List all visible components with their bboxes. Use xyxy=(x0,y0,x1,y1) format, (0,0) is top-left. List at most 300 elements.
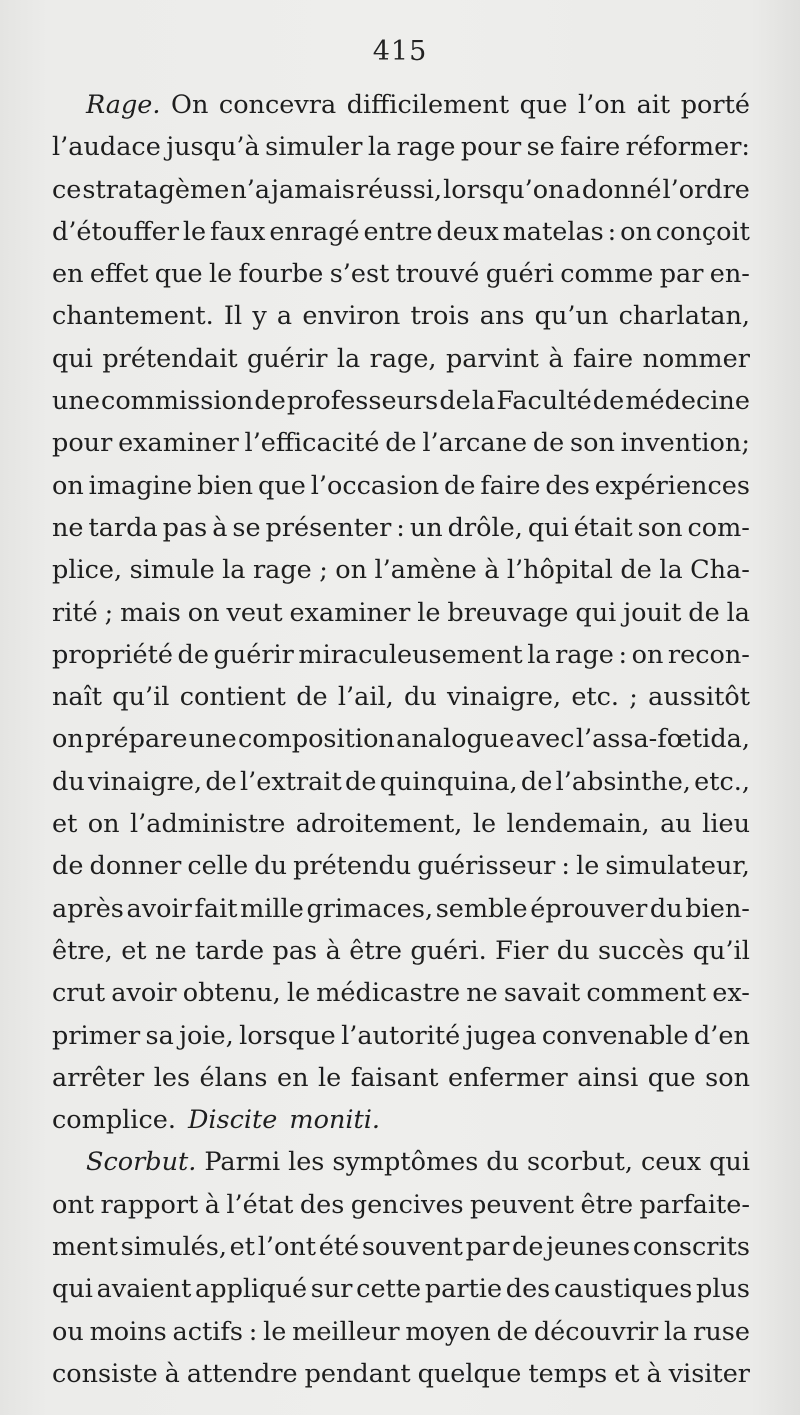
text-line xyxy=(52,1268,750,1310)
word: simule xyxy=(129,555,215,586)
word: avec xyxy=(515,724,575,755)
word: de xyxy=(592,386,625,417)
word: Discite xyxy=(187,1105,278,1136)
word: du xyxy=(556,935,590,966)
text-line xyxy=(52,845,750,887)
word: examiner xyxy=(118,428,239,459)
word: on xyxy=(620,216,652,247)
word: de xyxy=(177,639,209,670)
word: breuvage xyxy=(447,597,569,628)
text-line xyxy=(52,1141,750,1183)
word: des xyxy=(299,1189,345,1220)
word: le xyxy=(263,1316,287,1347)
word: l’état xyxy=(226,1189,294,1220)
word: a xyxy=(276,301,293,332)
word: ont xyxy=(52,1189,95,1220)
word: qui xyxy=(575,597,617,628)
word: comme xyxy=(560,259,654,290)
word: adroitement, xyxy=(295,809,463,840)
word: bien xyxy=(197,470,254,501)
word: de xyxy=(512,1232,544,1263)
word: stratagème xyxy=(82,174,230,205)
word: ex- xyxy=(712,978,750,1009)
word: : xyxy=(618,639,628,670)
word: donner xyxy=(89,851,182,882)
word: l’ont xyxy=(257,1232,316,1263)
word: l’amène xyxy=(374,555,477,586)
word: ainsi xyxy=(577,1062,639,1093)
word: attendre xyxy=(186,1358,298,1389)
word: etc., xyxy=(694,766,750,797)
word: effet xyxy=(89,259,149,290)
word: plus xyxy=(696,1274,750,1305)
word: à xyxy=(164,1358,180,1389)
word: présenter xyxy=(265,512,392,543)
text-line xyxy=(52,1184,750,1226)
word: plice, xyxy=(52,555,123,586)
word: éprouver xyxy=(530,893,648,924)
word: on xyxy=(52,724,84,755)
text-line xyxy=(52,211,750,253)
word: cette xyxy=(356,1274,422,1305)
word: enfermer xyxy=(448,1062,568,1093)
word: se xyxy=(526,132,555,163)
word: lieu xyxy=(702,809,750,840)
word: lendemain, xyxy=(506,809,650,840)
word: une xyxy=(188,724,237,755)
word: sur xyxy=(310,1274,353,1305)
word: lorsque xyxy=(239,1020,336,1051)
word: en xyxy=(52,259,84,290)
word: la xyxy=(336,343,361,374)
word: guéri. xyxy=(410,935,487,966)
word: vinaigre, xyxy=(88,766,203,797)
word: l’assa-fœtida, xyxy=(575,724,750,755)
word: faux xyxy=(209,216,266,247)
text-line xyxy=(52,84,750,126)
word: qui xyxy=(709,1147,750,1178)
word: lorsqu’on xyxy=(443,174,565,205)
page-number: 415 xyxy=(372,36,428,67)
word: environ xyxy=(302,301,401,332)
word: un xyxy=(409,512,443,543)
word: miraculeusement xyxy=(298,639,523,670)
word: appliqué xyxy=(195,1274,308,1305)
word: entre xyxy=(363,216,433,247)
word: le xyxy=(576,851,600,882)
word: a xyxy=(565,174,581,205)
word: être xyxy=(349,935,402,966)
word: moyen xyxy=(405,1316,491,1347)
word: moniti. xyxy=(289,1105,381,1136)
word: de xyxy=(620,555,652,586)
word: ceux xyxy=(640,1147,702,1178)
word: l’absinthe, xyxy=(555,766,691,797)
word: de xyxy=(205,766,237,797)
word: la xyxy=(664,1316,688,1347)
word: tarde xyxy=(195,935,265,966)
word: le xyxy=(182,216,207,247)
word: à xyxy=(212,512,228,543)
word: on xyxy=(187,597,220,628)
word: veut xyxy=(226,597,283,628)
word: Parmi xyxy=(204,1147,281,1178)
word: mais xyxy=(120,597,181,628)
word: parvint xyxy=(445,343,539,374)
word: de xyxy=(52,851,84,882)
word: savait xyxy=(503,978,581,1009)
word: qui xyxy=(52,343,93,374)
word: l’ail, xyxy=(337,682,394,713)
word: été xyxy=(318,1232,360,1263)
text-line xyxy=(52,338,750,380)
word: jusqu’à xyxy=(166,132,260,163)
word: qui xyxy=(527,512,569,543)
text-line xyxy=(52,253,750,295)
text-line xyxy=(52,1015,750,1057)
word: rage xyxy=(396,132,456,163)
word: être xyxy=(580,1189,634,1220)
text-line xyxy=(52,972,750,1014)
word: Cha- xyxy=(690,555,750,586)
word: donné xyxy=(581,174,662,205)
word: primer xyxy=(52,1020,141,1051)
text-line xyxy=(52,1057,750,1099)
word: celle xyxy=(187,851,249,882)
word: deux xyxy=(436,216,499,247)
word: : xyxy=(248,1316,258,1347)
word: simuler xyxy=(265,132,363,163)
word: que xyxy=(154,259,203,290)
word: meilleur xyxy=(292,1316,400,1347)
word: le xyxy=(208,259,233,290)
word: ans xyxy=(479,301,525,332)
word: imagine xyxy=(88,470,193,501)
text-line xyxy=(52,676,750,718)
word: la xyxy=(659,555,683,586)
word: une xyxy=(52,386,100,417)
word: caustiques xyxy=(553,1274,693,1305)
word: après xyxy=(52,893,124,924)
word: grimaces, xyxy=(306,893,434,924)
word: drôle, xyxy=(447,512,523,543)
word: pour xyxy=(52,428,113,459)
word: prépare xyxy=(85,724,188,755)
text-line xyxy=(52,507,750,549)
word: ou xyxy=(52,1316,84,1347)
word: analogue xyxy=(396,724,515,755)
word: et xyxy=(229,1232,255,1263)
text-line xyxy=(52,1099,750,1141)
word: à xyxy=(548,343,564,374)
word: bien- xyxy=(685,893,750,924)
word: ; xyxy=(319,555,328,586)
word: jamais xyxy=(271,174,355,205)
word: de xyxy=(439,386,471,417)
text-line xyxy=(52,169,750,211)
word: on xyxy=(87,809,120,840)
word: son xyxy=(570,428,615,459)
word: l’administre xyxy=(130,809,286,840)
word: contient xyxy=(179,682,286,713)
word: l’autorité xyxy=(341,1020,461,1051)
word: mille xyxy=(240,893,304,924)
word: en xyxy=(277,1062,309,1093)
word: ne xyxy=(155,935,187,966)
word: ce xyxy=(52,174,82,205)
word: son xyxy=(637,512,683,543)
word: complice. xyxy=(52,1105,176,1136)
word: porté xyxy=(680,90,750,120)
word: de xyxy=(345,766,377,797)
word: Il xyxy=(223,301,243,332)
text-line xyxy=(52,1226,750,1268)
text-line xyxy=(52,465,750,507)
word: rage xyxy=(555,639,614,670)
word: temps xyxy=(528,1358,608,1389)
word: qu’un xyxy=(534,301,609,332)
word: quinquina, xyxy=(379,766,518,797)
word: trouvé xyxy=(395,259,480,290)
word: ruse xyxy=(693,1316,750,1347)
word: avoir xyxy=(126,893,192,924)
word: nommer xyxy=(642,343,750,374)
word: l’extrait xyxy=(239,766,342,797)
text-line xyxy=(52,1353,750,1395)
word: du xyxy=(486,1147,520,1178)
text-line xyxy=(52,126,750,168)
word: l’on xyxy=(577,90,627,120)
word: en- xyxy=(709,259,750,290)
word: com- xyxy=(687,512,750,543)
word: on xyxy=(631,639,664,670)
word: arrêter xyxy=(52,1062,145,1093)
text-line xyxy=(52,295,750,337)
word: ; xyxy=(104,597,114,628)
word: convenable xyxy=(541,1020,689,1051)
word: réformer: xyxy=(625,132,750,163)
word: n’a xyxy=(230,174,271,205)
word: qui xyxy=(52,1274,93,1305)
word: gencives xyxy=(350,1189,464,1220)
word: semble xyxy=(435,893,528,924)
word: : xyxy=(607,216,617,247)
word: moins xyxy=(89,1316,167,1347)
word: symptômes xyxy=(332,1147,479,1178)
word: médecine xyxy=(625,386,750,417)
word: des xyxy=(545,470,590,501)
word: Fier xyxy=(495,935,549,966)
word: et xyxy=(614,1358,640,1389)
word: crut xyxy=(52,978,106,1009)
word: quelque xyxy=(417,1358,522,1389)
word: pas xyxy=(162,512,208,543)
word: du xyxy=(404,682,437,713)
word: obtenu, xyxy=(182,978,281,1009)
word: de xyxy=(496,1316,529,1347)
word: propriété xyxy=(52,639,173,670)
word: la xyxy=(367,132,392,163)
word: des xyxy=(505,1274,551,1305)
word: par xyxy=(659,259,704,290)
word: trois xyxy=(410,301,470,332)
word: les xyxy=(288,1147,325,1178)
word: du xyxy=(52,766,85,797)
word: ait xyxy=(636,90,671,120)
word: et xyxy=(121,935,147,966)
word: pendant xyxy=(304,1358,411,1389)
word: le xyxy=(417,597,441,628)
word: l’ordre xyxy=(662,174,750,205)
word: le xyxy=(472,809,497,840)
word: succès xyxy=(597,935,685,966)
word: de xyxy=(520,766,553,797)
text-line xyxy=(52,718,750,760)
text-line xyxy=(52,422,750,464)
word: sa xyxy=(145,1020,174,1051)
word: de xyxy=(444,470,476,501)
word: d’étouffer xyxy=(52,216,179,247)
word: expériences xyxy=(594,470,750,501)
text-line xyxy=(52,634,750,676)
word: que xyxy=(519,90,568,120)
word: on xyxy=(335,555,368,586)
word: examiner xyxy=(289,597,411,628)
text-line xyxy=(52,888,750,930)
word: ne xyxy=(466,978,498,1009)
word: jouit xyxy=(623,597,682,628)
word: pas xyxy=(272,935,318,966)
text-line xyxy=(52,380,750,422)
word: de xyxy=(385,428,417,459)
word: à xyxy=(204,1189,220,1220)
word: partie xyxy=(424,1274,503,1305)
word: scorbut, xyxy=(526,1147,633,1178)
word: les xyxy=(153,1062,191,1093)
word: la xyxy=(726,597,750,628)
word: du xyxy=(649,893,683,924)
word: la xyxy=(222,555,246,586)
word: le xyxy=(318,1062,342,1093)
word: concevra xyxy=(218,90,337,120)
word: pour xyxy=(460,132,522,163)
word: son xyxy=(705,1062,750,1093)
word: la xyxy=(527,639,551,670)
word: de xyxy=(688,597,720,628)
word: rage, xyxy=(369,343,437,374)
word: etc. xyxy=(571,682,620,713)
word: recon- xyxy=(667,639,750,670)
word: qu’il xyxy=(112,682,170,713)
word: se xyxy=(232,512,261,543)
word: ne xyxy=(52,512,84,543)
word: à xyxy=(325,935,341,966)
word: fait xyxy=(194,893,238,924)
text-line xyxy=(52,930,750,972)
word: Scorbut. xyxy=(86,1147,197,1178)
body-text xyxy=(52,84,750,1395)
word: conçoit xyxy=(655,216,750,247)
word: avoir xyxy=(111,978,177,1009)
word: jeunes xyxy=(546,1232,631,1263)
word: du xyxy=(254,851,287,882)
word: y xyxy=(252,301,267,332)
word: la xyxy=(471,386,496,417)
word: souvent xyxy=(361,1232,463,1263)
word: l’audace xyxy=(52,132,161,163)
word: prétendu xyxy=(293,851,412,882)
word: médicastre xyxy=(316,978,461,1009)
text-line xyxy=(52,1311,750,1353)
word: joie, xyxy=(179,1020,234,1051)
word: découvrir xyxy=(533,1316,659,1347)
word: actifs xyxy=(172,1316,243,1347)
word: être, xyxy=(52,935,113,966)
word: naît xyxy=(52,682,103,713)
word: d’en xyxy=(693,1020,750,1051)
word: conscrits xyxy=(632,1232,750,1263)
word: de xyxy=(296,682,328,713)
word: simulés, xyxy=(120,1232,227,1263)
word: réussi, xyxy=(355,174,443,205)
word: faire xyxy=(560,132,621,163)
word: consiste xyxy=(52,1358,158,1389)
word: et xyxy=(52,809,78,840)
word: aussitôt xyxy=(648,682,750,713)
word: tarda xyxy=(88,512,158,543)
word: Rage. xyxy=(86,90,161,120)
word: guérir xyxy=(247,343,328,374)
word: : xyxy=(396,512,405,543)
word: guérir xyxy=(213,639,294,670)
word: l’efficacité xyxy=(244,428,380,459)
word: faire xyxy=(572,343,634,374)
word: faire xyxy=(480,470,541,501)
word: qu’il xyxy=(692,935,750,966)
word: comment xyxy=(586,978,707,1009)
word: visiter xyxy=(668,1358,750,1389)
word: prétendait xyxy=(102,343,238,374)
word: l’arcane xyxy=(422,428,528,459)
word: jugea xyxy=(465,1020,537,1051)
word: invention; xyxy=(620,428,750,459)
text-line xyxy=(52,761,750,803)
word: par xyxy=(465,1232,510,1263)
word: que xyxy=(647,1062,696,1093)
word: commission xyxy=(101,386,254,417)
text-line xyxy=(52,592,750,634)
word: au xyxy=(660,809,692,840)
word: ; xyxy=(629,682,638,713)
word: avaient xyxy=(96,1274,192,1305)
word: le xyxy=(286,978,311,1009)
word: vinaigre, xyxy=(447,682,562,713)
word: charlatan, xyxy=(618,301,750,332)
word: chantement. xyxy=(52,301,214,332)
word: ment xyxy=(52,1232,118,1263)
text-line xyxy=(52,803,750,845)
word: guérisseur xyxy=(417,851,556,882)
word: fourbe xyxy=(238,259,324,290)
word: simulateur, xyxy=(605,851,750,882)
word: l’hôpital xyxy=(506,555,613,586)
text-line xyxy=(52,549,750,591)
word: rage xyxy=(252,555,312,586)
word: de xyxy=(532,428,565,459)
word: s’est xyxy=(329,259,390,290)
word: rapport xyxy=(100,1189,199,1220)
word: faisant xyxy=(350,1062,439,1093)
